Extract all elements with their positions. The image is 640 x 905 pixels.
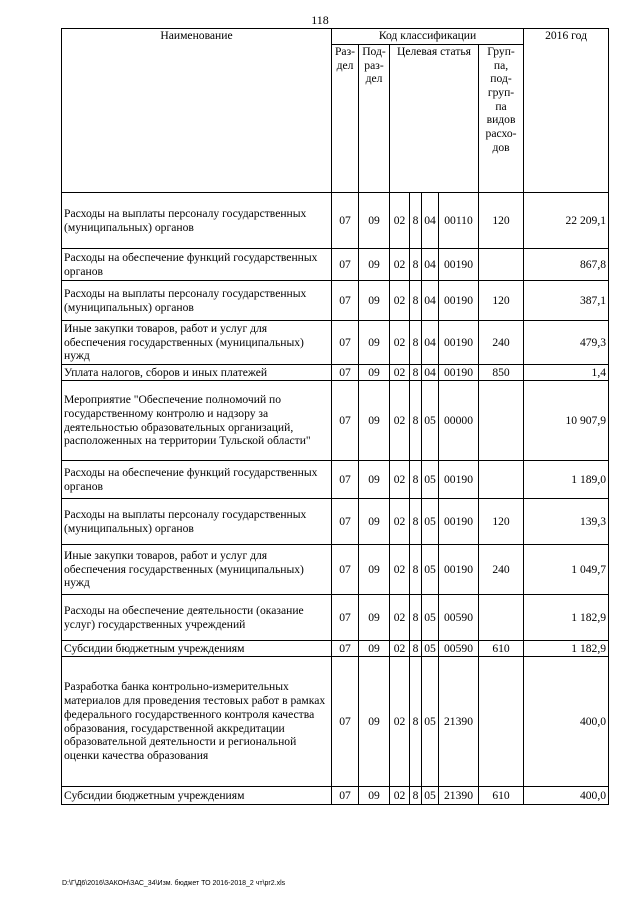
row-amount: 1 189,0 — [524, 461, 609, 499]
row-target-measure: 05 — [422, 461, 439, 499]
row-target-program: 02 — [390, 595, 410, 641]
row-expense-group: 850 — [479, 365, 524, 381]
header-subsection: Под- раз- дел — [359, 45, 390, 193]
row-target-measure: 05 — [422, 787, 439, 805]
row-target-measure: 05 — [422, 545, 439, 595]
row-target-program: 02 — [390, 193, 410, 249]
row-target-subprogram: 8 — [410, 461, 422, 499]
row-subsection: 09 — [359, 321, 390, 365]
row-section: 07 — [332, 595, 359, 641]
row-section: 07 — [332, 461, 359, 499]
header-code-group: Код классификации — [332, 29, 524, 45]
row-subsection: 09 — [359, 193, 390, 249]
row-name: Расходы на выплаты персоналу государственных (муниципальных) органов — [62, 193, 332, 249]
row-target-program: 02 — [390, 249, 410, 281]
row-target-program: 02 — [390, 787, 410, 805]
row-name: Расходы на выплаты персоналу государственных (муниципальных) органов — [62, 281, 332, 321]
row-target-subprogram: 8 — [410, 365, 422, 381]
row-amount: 1 049,7 — [524, 545, 609, 595]
row-target-direction: 00190 — [439, 321, 479, 365]
row-target-direction: 00590 — [439, 641, 479, 657]
row-section: 07 — [332, 545, 359, 595]
header-section: Раз- дел — [332, 45, 359, 193]
row-name: Расходы на выплаты персоналу государственных (муниципальных) органов — [62, 499, 332, 545]
row-section: 07 — [332, 281, 359, 321]
row-subsection: 09 — [359, 381, 390, 461]
table-row — [62, 545, 609, 595]
row-target-direction: 21390 — [439, 657, 479, 787]
row-target-direction: 00000 — [439, 381, 479, 461]
row-amount: 10 907,9 — [524, 381, 609, 461]
row-target-direction: 00190 — [439, 499, 479, 545]
row-subsection: 09 — [359, 281, 390, 321]
row-name: Разработка банка контрольно-измерительных материалов для проведения тестовых работ в рамках федерального государственного контроля качества образования, государственной аккредитации образовательной деятельности и региональной оценки качества образования — [62, 657, 332, 787]
row-amount: 1 182,9 — [524, 595, 609, 641]
row-target-program: 02 — [390, 461, 410, 499]
row-expense-group: 240 — [479, 545, 524, 595]
row-section: 07 — [332, 365, 359, 381]
row-target-direction: 00110 — [439, 193, 479, 249]
row-name: Мероприятие "Обеспечение полномочий по государственному контролю и надзору за деятельностью образовательных организаций, расположенных на территории Тульской области" — [62, 381, 332, 461]
row-target-subprogram: 8 — [410, 381, 422, 461]
row-target-direction: 00190 — [439, 281, 479, 321]
row-target-program: 02 — [390, 499, 410, 545]
row-target-measure: 05 — [422, 641, 439, 657]
row-expense-group — [479, 249, 524, 281]
row-amount: 22 209,1 — [524, 193, 609, 249]
row-expense-group — [479, 381, 524, 461]
row-subsection: 09 — [359, 595, 390, 641]
row-section: 07 — [332, 657, 359, 787]
row-target-subprogram: 8 — [410, 641, 422, 657]
row-target-program: 02 — [390, 365, 410, 381]
table-row — [62, 595, 609, 641]
row-expense-group — [479, 461, 524, 499]
row-section: 07 — [332, 641, 359, 657]
row-amount: 400,0 — [524, 787, 609, 805]
row-section: 07 — [332, 249, 359, 281]
row-target-subprogram: 8 — [410, 249, 422, 281]
table-row — [62, 657, 609, 787]
row-target-direction: 00590 — [439, 595, 479, 641]
row-expense-group: 120 — [479, 281, 524, 321]
row-section: 07 — [332, 787, 359, 805]
row-name: Расходы на обеспечение деятельности (оказание услуг) государственных учреждений — [62, 595, 332, 641]
row-target-measure: 05 — [422, 499, 439, 545]
table-row — [62, 787, 609, 805]
row-expense-group — [479, 595, 524, 641]
row-subsection: 09 — [359, 641, 390, 657]
row-target-measure: 04 — [422, 193, 439, 249]
row-target-subprogram: 8 — [410, 281, 422, 321]
row-target-subprogram: 8 — [410, 193, 422, 249]
row-section: 07 — [332, 499, 359, 545]
row-target-program: 02 — [390, 545, 410, 595]
table-row — [62, 193, 609, 249]
header-target-article: Целевая статья — [390, 45, 479, 193]
row-target-measure: 05 — [422, 381, 439, 461]
table-row — [62, 381, 609, 461]
row-target-direction: 00190 — [439, 365, 479, 381]
row-amount: 387,1 — [524, 281, 609, 321]
row-target-subprogram: 8 — [410, 595, 422, 641]
row-amount: 1,4 — [524, 365, 609, 381]
table-row — [62, 281, 609, 321]
row-target-program: 02 — [390, 641, 410, 657]
row-subsection: 09 — [359, 545, 390, 595]
row-amount: 867,8 — [524, 249, 609, 281]
row-expense-group: 120 — [479, 193, 524, 249]
row-expense-group — [479, 657, 524, 787]
table-row — [62, 249, 609, 281]
row-amount: 479,3 — [524, 321, 609, 365]
row-target-subprogram: 8 — [410, 657, 422, 787]
row-amount: 400,0 — [524, 657, 609, 787]
row-target-measure: 04 — [422, 321, 439, 365]
row-section: 07 — [332, 321, 359, 365]
row-expense-group: 610 — [479, 787, 524, 805]
header-expense-group: Груп- па, под- груп- па видов расхо- дов — [479, 45, 524, 193]
file-path-footer: D:\Г\Д6\2016\ЗАКОН\ЗАС_34\Изм. бюджет ТО 2016-2018_2 чт\pr2.xls — [62, 880, 286, 887]
row-target-subprogram: 8 — [410, 499, 422, 545]
budget-table — [61, 28, 609, 805]
row-target-direction: 00190 — [439, 545, 479, 595]
row-subsection: 09 — [359, 787, 390, 805]
row-target-program: 02 — [390, 281, 410, 321]
row-subsection: 09 — [359, 461, 390, 499]
row-subsection: 09 — [359, 499, 390, 545]
row-name: Иные закупки товаров, работ и услуг для обеспечения государственных (муниципальных) нужд — [62, 545, 332, 595]
row-name: Субсидии бюджетным учреждениям — [62, 787, 332, 805]
row-target-subprogram: 8 — [410, 787, 422, 805]
row-target-measure: 04 — [422, 281, 439, 321]
row-subsection: 09 — [359, 249, 390, 281]
row-section: 07 — [332, 193, 359, 249]
row-target-subprogram: 8 — [410, 545, 422, 595]
table-row — [62, 641, 609, 657]
table-row — [62, 321, 609, 365]
row-amount: 1 182,9 — [524, 641, 609, 657]
row-subsection: 09 — [359, 657, 390, 787]
header-name: Наименование — [62, 29, 332, 193]
row-target-direction: 00190 — [439, 461, 479, 499]
row-name: Иные закупки товаров, работ и услуг для обеспечения государственных (муниципальных) нужд — [62, 321, 332, 365]
row-target-measure: 04 — [422, 365, 439, 381]
row-name: Уплата налогов, сборов и иных платежей — [62, 365, 332, 381]
row-expense-group: 240 — [479, 321, 524, 365]
table-row — [62, 461, 609, 499]
table-row — [62, 499, 609, 545]
row-section: 07 — [332, 381, 359, 461]
row-target-subprogram: 8 — [410, 321, 422, 365]
row-target-direction: 00190 — [439, 249, 479, 281]
row-target-measure: 04 — [422, 249, 439, 281]
row-amount: 139,3 — [524, 499, 609, 545]
row-target-program: 02 — [390, 321, 410, 365]
row-name: Расходы на обеспечение функций государственных органов — [62, 249, 332, 281]
row-target-measure: 05 — [422, 657, 439, 787]
table-row — [62, 365, 609, 381]
row-target-measure: 05 — [422, 595, 439, 641]
row-expense-group: 610 — [479, 641, 524, 657]
row-expense-group: 120 — [479, 499, 524, 545]
row-target-program: 02 — [390, 657, 410, 787]
row-name: Расходы на обеспечение функций государственных органов — [62, 461, 332, 499]
header-year: 2016 год — [524, 29, 609, 193]
page-number: 118 — [311, 13, 329, 27]
row-name: Субсидии бюджетным учреждениям — [62, 641, 332, 657]
row-target-direction: 21390 — [439, 787, 479, 805]
row-target-program: 02 — [390, 381, 410, 461]
row-subsection: 09 — [359, 365, 390, 381]
